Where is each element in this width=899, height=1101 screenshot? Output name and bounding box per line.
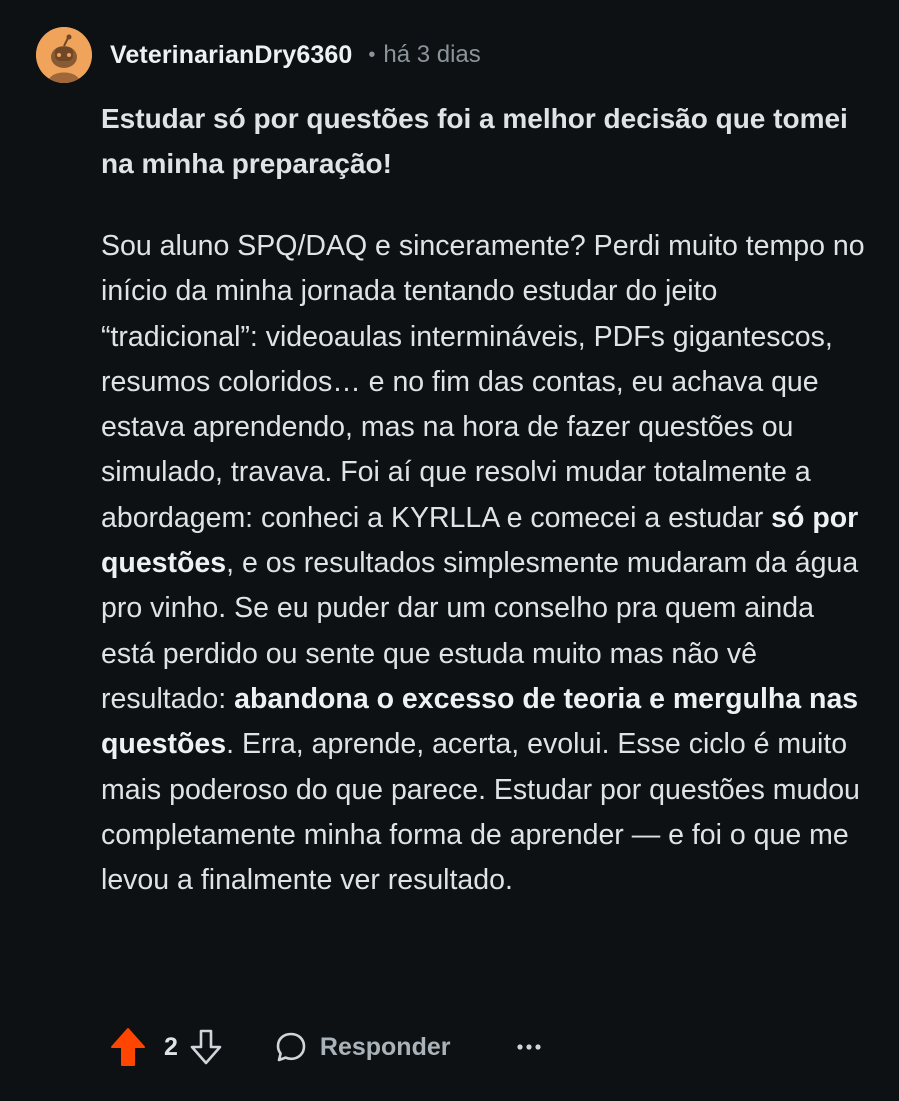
comment-body — [101, 224, 871, 903]
downvote-button[interactable] — [186, 1024, 226, 1070]
meta-separator: • — [368, 43, 376, 66]
comment-title: Estudar só por questões foi a melhor decisão que tomei na minha preparação! — [101, 103, 848, 179]
upvote-arrow-icon — [110, 1027, 146, 1067]
comment-header — [36, 27, 481, 83]
body-segment: . Erra, aprende, acerta, evolui. Esse ciclo é muito mais poderoso do que parece. Estudar por questões mudou completamente minha forma de aprender — e foi o que me levou a finalmente ver resultado. — [101, 728, 860, 897]
vote-score: 2 — [164, 1032, 178, 1061]
downvote-arrow-icon — [189, 1028, 223, 1066]
body-segment-bold: abandona o excesso de teoria e mergulha nas questões — [101, 682, 859, 761]
reply-label: Responder — [319, 1032, 451, 1061]
reply-button[interactable] — [274, 1030, 451, 1064]
comment-timestamp: há 3 dias — [383, 41, 481, 68]
user-avatar[interactable] — [36, 27, 92, 83]
comment-actions — [108, 1022, 549, 1072]
body-segment: Sou aluno SPQ/DAQ e sinceramente? Perdi muito tempo no início da minha jornada tentando estudar do jeito “tradicional”: videoaulas intermináveis, PDFs gigantescos, resumos coloridos… e no fim das contas, eu achava que estava aprendendo, mas na hora de fazer questões ou simulado, travava. Foi aí que resolvi mudar totalmente a abordagem: conheci a KYRLLA e comecei a estudar — [101, 230, 865, 534]
more-options-button[interactable] — [509, 1027, 549, 1067]
snoo-avatar-icon — [36, 27, 92, 83]
upvote-button[interactable] — [108, 1024, 148, 1070]
body-segment-bold: só por questões — [101, 501, 859, 580]
body-segment: , e os resultados simplesmente mudaram da água pro vinho. Se eu puder dar um conselho pra quem ainda está perdido ou sente que estuda muito mas não vê resultado: — [101, 547, 859, 715]
speech-bubble-icon — [274, 1030, 308, 1064]
ellipsis-icon — [516, 1042, 542, 1052]
comment-author[interactable]: VeterinarianDry6360 — [110, 40, 353, 69]
